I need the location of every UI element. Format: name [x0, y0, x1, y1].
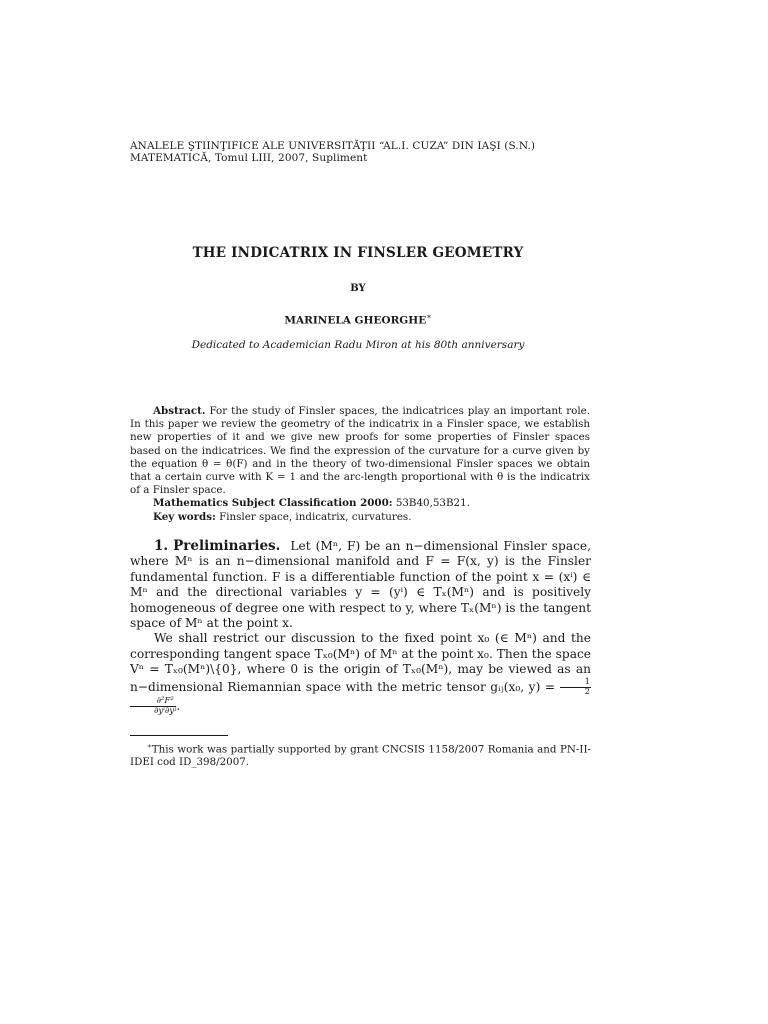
section-para2-end: .: [176, 698, 181, 713]
fraction-one-half: [560, 678, 591, 697]
author-footnote-mark: ∗: [426, 312, 432, 321]
main-text: [130, 539, 591, 716]
by-line: BY: [350, 283, 366, 294]
journal-header-line2: MATEMATICĂ, Tomul LIII, 2007, Supliment: [130, 152, 368, 164]
journal-header: [130, 140, 535, 164]
msc-label: Mathematics Subject Classification 2000:: [153, 497, 393, 510]
abstract-text: For the study of Finsler spaces, the indicatrices play an important role. In this paper we review the geometry of the indicatrix in a Finsler space, we establish new properties of it and we give new proofs for some properties of Finsler spaces based on the indicatrices. We find the expression of the curvature for a curve given by the equation θ = θ(F) and in the theory of two-dimensional Finsler spaces we obtain that a certain curve with K = 1 and the arc-length proportional with θ is the indicatrix of a Finsler space.: [130, 405, 590, 497]
dedication: Dedicated to Academician Radu Miron at his 80th anniversary: [191, 339, 525, 351]
frac-numerator: 1: [560, 678, 591, 688]
frac-denominator: ∂yⁱ∂yʲ: [154, 705, 177, 716]
footnote-mark: ∗: [147, 742, 152, 750]
author-name-text: MARINELA GHEORGHE: [284, 314, 427, 327]
keywords-label: Key words:: [153, 510, 216, 523]
footnote-rule: [130, 735, 228, 736]
keywords-value: Finsler space, indicatrix, curvatures.: [219, 510, 412, 523]
msc-line: [130, 497, 590, 510]
footnote: [130, 740, 591, 769]
frac-numerator: ∂²F²: [130, 697, 176, 707]
keywords-line: [130, 511, 590, 524]
abstract-paragraph: [130, 405, 590, 497]
paper-title: THE INDICATRIX IN FINSLER GEOMETRY: [192, 245, 524, 261]
section-number: 1.: [154, 538, 169, 554]
fraction-second-derivative: [130, 697, 176, 716]
abstract-label: Abstract.: [153, 405, 206, 417]
section-para1-text: Let (Mⁿ, F) be an n−dimensional Finsler space, where Mⁿ is an n−dimensional manifold and F = F(x, y) is the Finsler fundamental function. F is a differentiable function of the point x = (xⁱ) ∈ Mⁿ and the directional variables y = (yⁱ) ∈ Tₓ(Mⁿ) and is positively homogeneous of degree one with respect to y, where Tₓ(Mⁿ) is the tangent space of Mⁿ at the point x.: [130, 539, 592, 631]
footnote-paragraph: [130, 740, 591, 769]
section-para2-text: We shall restrict our discussion to the fixed point x₀ (∈ Mⁿ) and the corresponding tangent space Tₓ₀(Mⁿ) of Mⁿ at the point x₀. Then the space Vⁿ = Tₓ₀(Mⁿ)\{0}, where 0 is the origin of Tₓ₀(Mⁿ), may be viewed as an n−dimensional Riemannian space with the metric tensor gᵢⱼ(x₀, y) =: [130, 631, 591, 694]
footnote-text: This work was partially supported by grant CNCSIS 1158/2007 Romania and PN-II-IDEI cod ID_398/2007.: [130, 743, 591, 769]
author-name: [0, 312, 716, 327]
msc-value: 53B40,53B21.: [395, 497, 470, 510]
section-paragraph-2: [130, 631, 591, 715]
journal-header-line1: ANALELE ŞTIINŢIFICE ALE UNIVERSITĂŢII “AL.I. CUZA” DIN IAŞI (S.N.): [130, 140, 536, 152]
frac-denominator: 2: [584, 686, 591, 697]
section-title: Preliminaries.: [173, 538, 281, 554]
abstract: [130, 405, 590, 524]
section-paragraph-1: [130, 539, 591, 631]
